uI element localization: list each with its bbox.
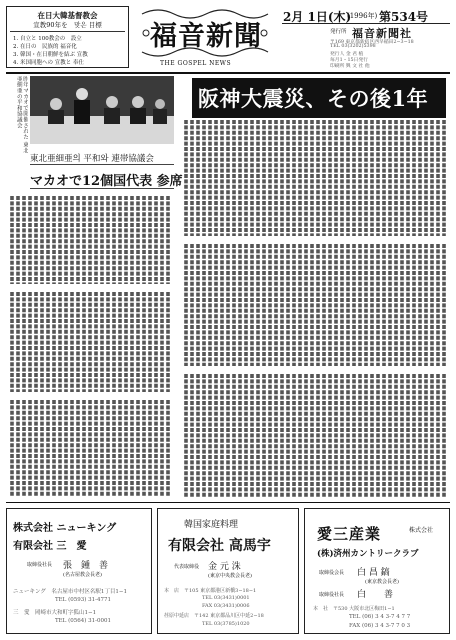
ad-rep-label-2: 取締役社長 [319,592,345,598]
ad-rep-name: 張 鍾 善 [63,561,109,571]
ad-office: TEL (06) 3 4 3-7 4 7 7 [349,614,411,620]
ad-rep-name: 白 昌 鎬 [357,568,390,578]
ad-company-line1: 韓国家庭料理 [184,520,239,530]
masthead-logo [140,6,270,60]
publisher-person: 発行人 金 君 植 [330,52,364,57]
ad-office: 本 社 〒530 大阪市北区梅田1−1 [313,606,395,612]
ad-rep-note: (東京教会長老) [365,579,399,585]
ad-office: ニューキング 名古屋市中村区名駅1丁目1−1 [13,589,127,595]
ad-rep-note: (名古屋教会長老) [63,572,102,578]
org-box-line2: 宣教90年を 맞은 目標 [33,21,102,29]
ad-office: 本 店 〒105 東京都港区新橋3−18−1 [164,588,257,594]
org-box-item: 4. 米国同胞への 宣教と 奉仕 [13,60,84,66]
publisher-name: 福音新聞社 [352,27,412,40]
ad-office: 三 愛 岡崎市大和町字狐山1−1 [13,610,97,616]
ad-office: TEL 03(3431)0001 [202,595,250,601]
publisher-address: 〒169 東京都新宿区西早稲田2−3−18 [330,40,414,45]
article-text-area [6,196,176,496]
ad-office: 荏原中延店 〒142 東京都品川区中延2−18 [164,613,264,619]
ad-office: FAX 03(3431)0006 [202,603,250,609]
news-photo [30,76,174,144]
publisher-phone: TEL 03(3202)5398 [330,44,376,49]
ad-takamau [157,508,299,634]
ad-company-line1: 愛三産業 [317,525,382,543]
ad-company-line2: 有限会社 三 愛 [13,541,87,552]
ad-company-line1: 株式会社 ニューキング [13,523,117,534]
ad-office: TEL (0564) 31-0001 [55,618,111,624]
ad-rep-note: (東京中央教会長老) [208,573,252,579]
quake-article-text [180,120,450,498]
ad-newking [6,508,152,634]
lead-kicker: 東北亜細亜의 平和와 連帯協議会 [30,154,154,164]
ad-rep-name: 金 元 洙 [208,562,241,572]
lead-headline: マカオで12個国代表 参席 [30,174,183,189]
issue-year: (1996年) [347,12,378,20]
issue-number: 第534号 [379,10,429,24]
banner-headline: 阪神大震災、その後1年 [198,86,429,111]
ad-aisan [304,508,450,634]
ad-office: TEL 03(3785)1020 [202,621,250,627]
ad-office: TEL (0593) 31-4771 [55,597,111,603]
ad-company-line2: 有限会社 高馬宇 [168,538,271,554]
photo-caption: 昨年マカオで開催された 東北亜細亜の平和協議会 [15,76,28,154]
org-box-title: 在日大韓基督教会 [37,11,98,20]
ad-rep-name-2: 白 善 [357,590,394,600]
org-box-item: 2. 在日の 民族的 福音化 [13,44,77,50]
publisher-printer: 印刷所 興 文 社 他 [330,64,370,69]
ad-rep-label: 代表取締役 [174,564,200,570]
publisher-label: 発行所 [330,29,347,35]
masthead-title: 福音新聞 [150,21,262,52]
org-goals-box [6,6,129,68]
issue-date: 2月 1日(木) [283,10,352,24]
ad-rep-label: 取締役会長 [319,570,345,576]
ad-company-line2: (株)済州カントリークラブ [317,549,419,559]
ad-rep-label: 取締役社長 [27,562,53,568]
ad-office: FAX (06) 3 4 3-7 7 0 3 [349,623,411,629]
masthead-subtitle: THE GOSPEL NEWS [160,60,232,67]
org-box-item: 3. 韓国・在日朝鮮を結ぶ 宣教 [13,52,88,58]
ad-company-suffix: 株式会社 [409,527,434,534]
org-box-item: 1. 自立と 100教会の 設立 [13,36,82,42]
publisher-schedule: 毎月1・15日発行 [330,58,368,63]
